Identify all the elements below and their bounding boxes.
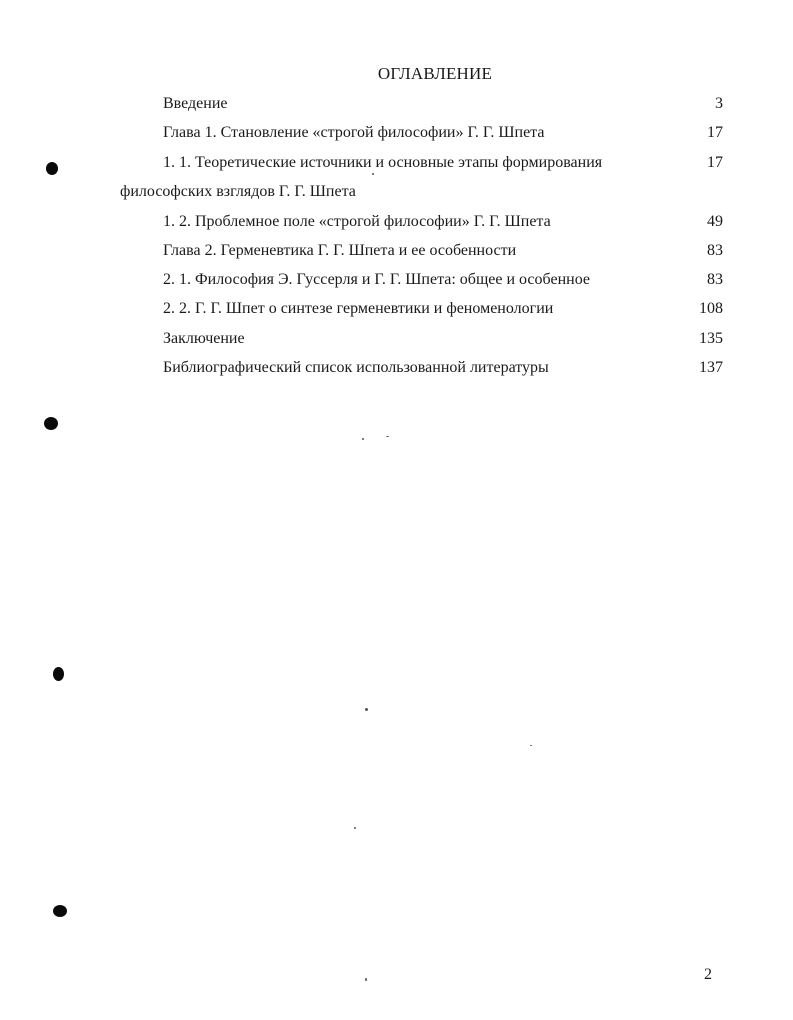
toc-entry-label: Глава 2. Герменевтика Г. Г. Шпета и ее особенности (163, 242, 517, 259)
toc-entry (163, 358, 723, 378)
toc-entry-label: Библиографический список использованной литературы (163, 359, 549, 376)
toc-entry-label: Введение (163, 95, 228, 112)
punch-hole-mark (53, 905, 67, 917)
scan-speck (386, 436, 389, 437)
toc-entry-label: Заключение (163, 330, 245, 347)
toc-entry (163, 299, 723, 319)
toc-entry (163, 329, 723, 349)
toc-entry-page: 17 (707, 124, 723, 141)
toc-entry-page: 135 (699, 330, 723, 347)
toc-entry-page: 17 (707, 154, 723, 171)
scan-speck (372, 173, 374, 175)
page-number: 2 (704, 966, 712, 983)
scan-speck (365, 708, 368, 711)
scan-speck (362, 438, 364, 440)
scan-speck (354, 827, 356, 829)
toc-entry (163, 241, 723, 261)
toc-title: ОГЛАВЛЕНИЕ (377, 64, 493, 83)
toc-entry (163, 153, 723, 173)
toc-entry-page: 108 (699, 300, 723, 317)
scan-speck (530, 745, 532, 746)
toc-entry-page: 49 (707, 213, 723, 230)
toc-entry-label: Глава 1. Становление «строгой философии» Г. Г. Шпета (163, 124, 545, 141)
punch-hole-mark (44, 417, 58, 430)
toc-entry-continuation: философских взглядов Г. Г. Шпета (120, 183, 356, 200)
scan-speck (365, 978, 367, 981)
toc-entry-label: 1. 2. Проблемное поле «строгой философии» Г. Г. Шпета (163, 213, 551, 230)
toc-entry-page: 3 (715, 95, 723, 112)
toc-entry-page: 83 (707, 271, 723, 288)
toc-entry-label: 2. 2. Г. Г. Шпет о синтезе герменевтики и феноменологии (163, 300, 554, 317)
punch-hole-mark (46, 162, 58, 175)
toc-entry-page: 137 (699, 359, 723, 376)
toc-entry-label: 1. 1. Теоретические источники и основные этапы формирования (163, 154, 603, 171)
toc-entry (163, 212, 723, 232)
toc-entry-page: 83 (707, 242, 723, 259)
toc-entry-label: 2. 1. Философия Э. Гуссерля и Г. Г. Шпета: общее и особенное (163, 271, 590, 288)
toc-entry (163, 270, 723, 290)
punch-hole-mark (53, 667, 64, 681)
toc-entry (163, 94, 723, 114)
toc-entry (163, 123, 723, 143)
